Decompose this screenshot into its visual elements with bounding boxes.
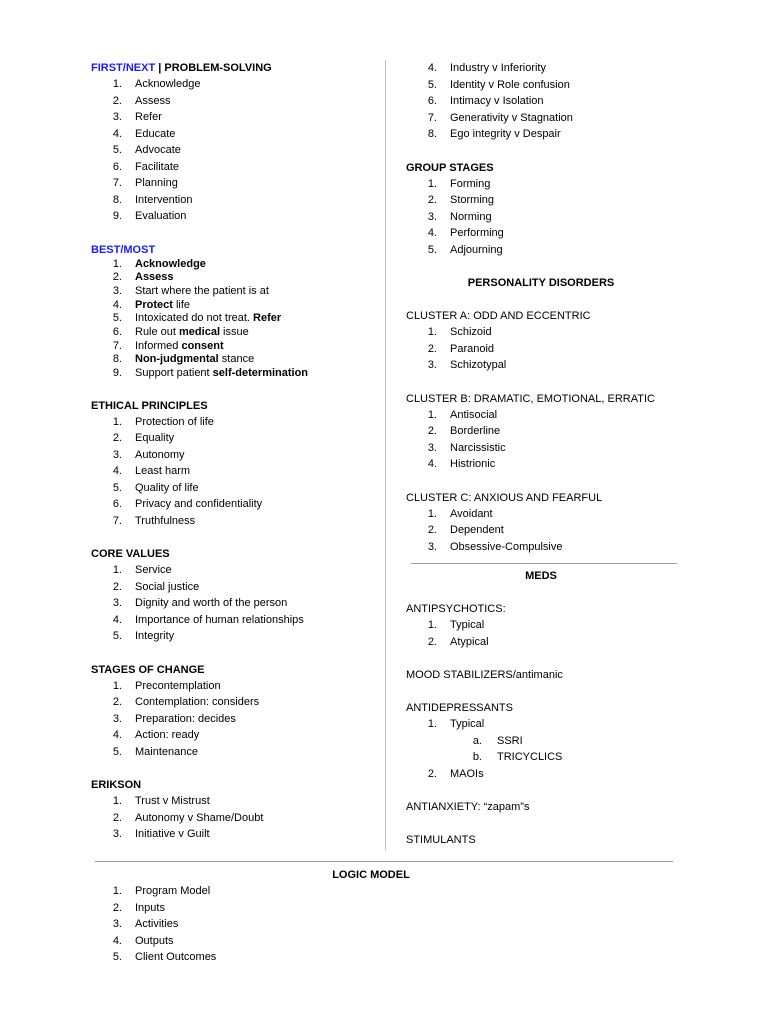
list-item: 5. Client Outcomes: [112, 951, 217, 963]
list-item: 5. Adjourning: [427, 243, 503, 256]
list-item: 2. Atypical: [427, 635, 489, 648]
list-item: b. TRICYCLICS: [472, 751, 563, 763]
ethical-principles-list: [91, 414, 381, 530]
mood-stabilizers-heading: MOOD STABILIZERS/antimanic: [406, 669, 563, 681]
list-item: 6. Rule out medical issue: [112, 325, 249, 338]
list-item: 7. Truthfulness: [112, 514, 196, 527]
list-item: 5. Intoxicated do not treat. Refer: [112, 312, 282, 325]
antianxiety-heading: ANTIANXIETY: “zapam”s: [406, 801, 530, 813]
list-item: 5. Integrity: [112, 630, 175, 643]
logic-model-section: [91, 867, 691, 966]
list-item: 3. Refer: [112, 111, 162, 123]
list-item: 1. Service: [112, 564, 172, 577]
list-item: 1. Schizoid: [427, 326, 492, 338]
group-stages-list: [406, 176, 676, 259]
antidepressants-list-continued: [406, 766, 676, 783]
list-item: 3. Schizotypal: [427, 359, 507, 371]
list-item: 4. Histrionic: [427, 458, 496, 470]
list-item: 3. Start where the patient is at: [112, 284, 269, 297]
cluster-a-heading: CLUSTER A: ODD AND ECCENTRIC: [406, 310, 591, 322]
list-item: 4. Outputs: [112, 934, 174, 947]
list-item: 2. Autonomy v Shame/Doubt: [112, 811, 264, 824]
cluster-c-list: [406, 506, 676, 556]
cluster-b-list: [406, 407, 676, 473]
list-item: 4. Industry v Inferiority: [427, 62, 546, 74]
list-item: 1. Acknowledge: [112, 78, 201, 90]
core-values-heading: CORE VALUES: [91, 548, 170, 561]
list-item: 6. Facilitate: [112, 160, 180, 173]
list-item: 2. Assess: [112, 94, 171, 107]
antipsychotics-list: [406, 617, 676, 650]
meds-divider: [411, 563, 677, 564]
left-column: [91, 60, 381, 843]
list-item: 1. Program Model: [112, 885, 211, 897]
list-item: 5. Advocate: [112, 144, 181, 156]
antipsychotics-heading: ANTIPSYCHOTICS:: [406, 603, 506, 615]
list-item: 2. Contemplation: considers: [112, 696, 260, 709]
antidepressants-list: [406, 716, 676, 733]
list-item: 3. Initiative v Guilt: [112, 828, 210, 841]
list-item: 3. Preparation: decides: [112, 712, 236, 725]
list-item: 9. Evaluation: [112, 210, 187, 222]
list-item: 8. Non-judgmental stance: [112, 353, 255, 366]
antidepressants-heading: ANTIDEPRESSANTS: [406, 702, 513, 714]
list-item: 4. Importance of human relationships: [112, 613, 304, 626]
list-item: 4. Educate: [112, 127, 176, 140]
list-item: 6. Intimacy v Isolation: [427, 95, 544, 107]
erikson-list-continued: [406, 60, 676, 143]
logic-model-divider: [95, 861, 673, 862]
personality-disorders-heading: PERSONALITY DISORDERS: [467, 277, 615, 289]
list-item: 3. Narcissistic: [427, 441, 506, 454]
list-item: 1. Antisocial: [427, 408, 498, 421]
logic-model-list: [91, 883, 691, 966]
core-values-list: [91, 562, 381, 645]
list-item: 3. Obsessive-Compulsive: [427, 540, 563, 553]
list-item: 1. Trust v Mistrust: [112, 795, 210, 808]
cluster-b-heading: CLUSTER B: DRAMATIC, EMOTIONAL, ERRATIC: [406, 392, 655, 405]
erikson-list: [91, 793, 381, 843]
list-item: 2. Borderline: [427, 425, 501, 437]
meds-heading: MEDS: [525, 570, 557, 582]
stimulants-heading: STIMULANTS: [406, 834, 476, 846]
list-item: 4. Least harm: [112, 465, 191, 478]
group-stages-heading: GROUP STAGES: [406, 161, 494, 174]
stages-of-change-heading: STAGES OF CHANGE: [91, 663, 205, 676]
logic-model-heading: LOGIC MODEL: [332, 869, 410, 881]
cluster-c-heading: CLUSTER C: ANXIOUS AND FEARFUL: [406, 491, 603, 504]
first-next-heading: FIRST/NEXT | PROBLEM-SOLVING: [91, 62, 272, 74]
list-item: 7. Informed consent: [112, 339, 224, 352]
list-item: 4. Performing: [427, 227, 504, 239]
list-item: 1. Avoidant: [427, 507, 493, 520]
list-item: 5. Quality of life: [112, 481, 199, 494]
list-item: 3. Norming: [427, 210, 492, 223]
first-next-list: [91, 76, 381, 225]
list-item: 5. Maintenance: [112, 745, 198, 758]
list-item: 9. Support patient self-determination: [112, 367, 309, 379]
right-column: [406, 60, 676, 848]
list-item: 8. Ego integrity v Despair: [427, 128, 561, 140]
list-item: 3. Activities: [112, 918, 179, 930]
list-item: 1. Forming: [427, 177, 491, 190]
list-item: 7. Planning: [112, 177, 178, 189]
list-item: 5. Identity v Role confusion: [427, 78, 570, 91]
best-most-list: [91, 258, 381, 381]
list-item: 3. Dignity and worth of the person: [112, 597, 288, 610]
list-item: a. SSRI: [472, 734, 523, 747]
list-item: 2. Paranoid: [427, 342, 495, 355]
list-item: 1. Typical: [427, 718, 485, 730]
antidepressants-sublist: [406, 733, 676, 766]
list-item: 4. Protect life: [112, 298, 191, 311]
list-item: 1. Precontemplation: [112, 679, 221, 692]
list-item: 2. Dependent: [427, 524, 504, 536]
list-item: 2. Equality: [112, 432, 175, 445]
list-item: 2. Inputs: [112, 901, 165, 914]
list-item: 1. Typical: [427, 619, 485, 631]
list-item: 8. Intervention: [112, 193, 193, 206]
erikson-heading: ERIKSON: [91, 779, 142, 792]
column-divider: [385, 60, 386, 850]
list-item: 6. Privacy and confidentiality: [112, 498, 263, 511]
list-item: 7. Generativity v Stagnation: [427, 111, 573, 124]
best-most-heading: BEST/MOST: [91, 243, 156, 256]
list-item: 1. Protection of life: [112, 415, 214, 428]
cluster-a-list: [406, 324, 676, 374]
list-item: 1. Acknowledge: [112, 257, 206, 270]
list-item: 2. Assess: [112, 271, 174, 284]
stages-of-change-list: [91, 678, 381, 761]
ethical-principles-heading: ETHICAL PRINCIPLES: [91, 399, 208, 412]
list-item: 2. MAOIs: [427, 767, 484, 780]
list-item: 2. Storming: [427, 194, 495, 206]
list-item: 2. Social justice: [112, 580, 200, 593]
list-item: 4. Action: ready: [112, 729, 200, 742]
list-item: 3. Autonomy: [112, 448, 185, 461]
